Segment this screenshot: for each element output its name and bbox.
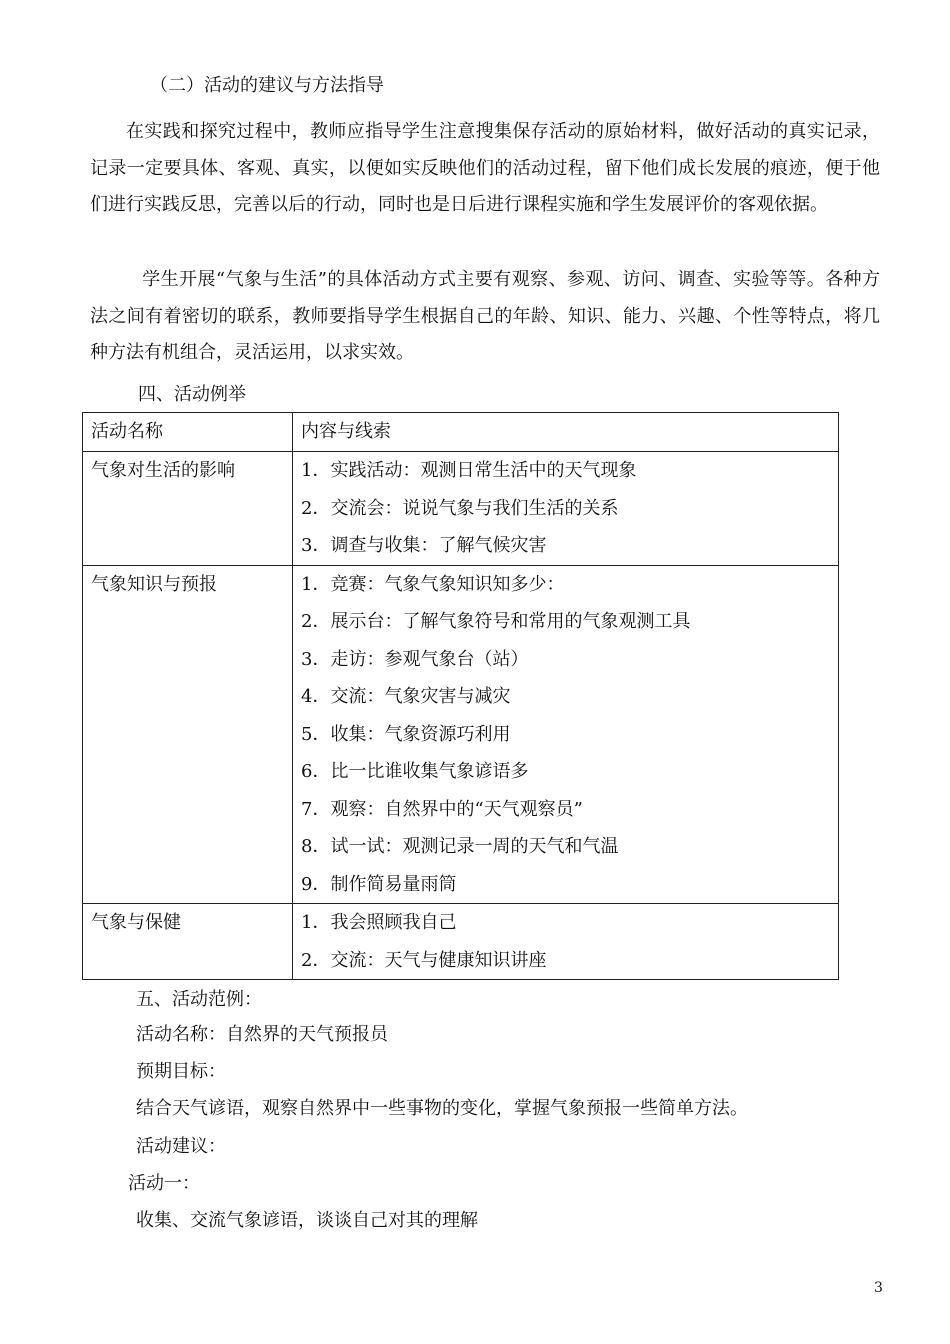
activity-name-cell: 气象对生活的影响 xyxy=(83,452,293,566)
table-row xyxy=(83,904,839,980)
list-item: 3．调查与收集：了解气候灾害 xyxy=(301,535,547,556)
page-number: 3 xyxy=(874,1280,883,1296)
section-heading-examples: 四、活动例举 xyxy=(138,384,246,405)
activity-name-cell: 气象知识与预报 xyxy=(83,565,293,904)
section-heading-example-activity: 五、活动范例： xyxy=(136,989,262,1010)
list-item: 2．展示台：了解气象符号和常用的气象观测工具 xyxy=(301,611,691,632)
list-item: 2．交流会：说说气象与我们生活的关系 xyxy=(301,497,619,519)
list-item: 2．交流：天气与健康知识讲座 xyxy=(301,949,547,971)
activity-table xyxy=(82,412,839,980)
list-item: 6．比一比谁收集气象谚语多 xyxy=(301,761,529,782)
table-row xyxy=(83,565,839,904)
header-activity-name: 活动名称 xyxy=(83,413,293,452)
list-item: 3．走访：参观气象台（站） xyxy=(301,648,529,670)
paragraph-records: 在实践和探究过程中，教师应指导学生注意搜集保存活动的原始材料，做好活动的真实记录，记录一定要具体、客观、真实，以便如实反映他们的活动过程，留下他们成长发展的痕迹，便于他们进行实践反思，完善以后的行动，同时也是日后进行课程实施和学生发展评价的客观依据。 xyxy=(90,121,880,216)
list-item: 7．观察：自然界中的“天气观察员” xyxy=(301,798,583,820)
list-item: 4．交流：气象灾害与减灾 xyxy=(301,686,511,707)
section-heading-methods: （二）活动的建议与方法指导 xyxy=(150,75,384,96)
activity-name-line: 活动名称：自然界的天气预报员 xyxy=(136,1024,388,1045)
table-row xyxy=(83,452,839,566)
activity-name-cell: 气象与保健 xyxy=(83,904,293,980)
table-header-row xyxy=(83,413,839,452)
list-item: 5．收集：气象资源巧利用 xyxy=(301,723,511,745)
paragraph-methods: 学生开展“气象与生活”的具体活动方式主要有观察、参观、访问、调查、实验等等。各种方法之间有着密切的联系，教师要指导学生根据自己的年龄、知识、能力、兴趣、个性等特点，将几种方法有机组合，灵活运用，以求实效。 xyxy=(90,269,880,364)
activity-items-cell xyxy=(293,565,839,904)
activity-items-cell xyxy=(293,452,839,566)
list-item: 1．我会照顾我自己 xyxy=(301,912,457,933)
list-item: 1．实践活动：观测日常生活中的天气现象 xyxy=(301,460,637,481)
activity-one-text: 收集、交流气象谚语，谈谈自己对其的理解 xyxy=(136,1210,478,1231)
list-item: 9．制作简易量雨筒 xyxy=(301,873,457,895)
activity-items-cell xyxy=(293,904,839,980)
activity-one-label: 活动一： xyxy=(128,1173,200,1194)
suggestion-label: 活动建议： xyxy=(136,1136,226,1157)
list-item: 8．试一试：观测记录一周的天气和气温 xyxy=(301,836,619,857)
header-content-clues: 内容与线索 xyxy=(293,413,839,452)
list-item: 1．竞赛：气象气象知识知多少： xyxy=(301,573,565,595)
goal-text: 结合天气谚语，观察自然界中一些事物的变化，掌握气象预报一些简单方法。 xyxy=(136,1098,748,1119)
goal-label: 预期目标： xyxy=(136,1061,226,1082)
